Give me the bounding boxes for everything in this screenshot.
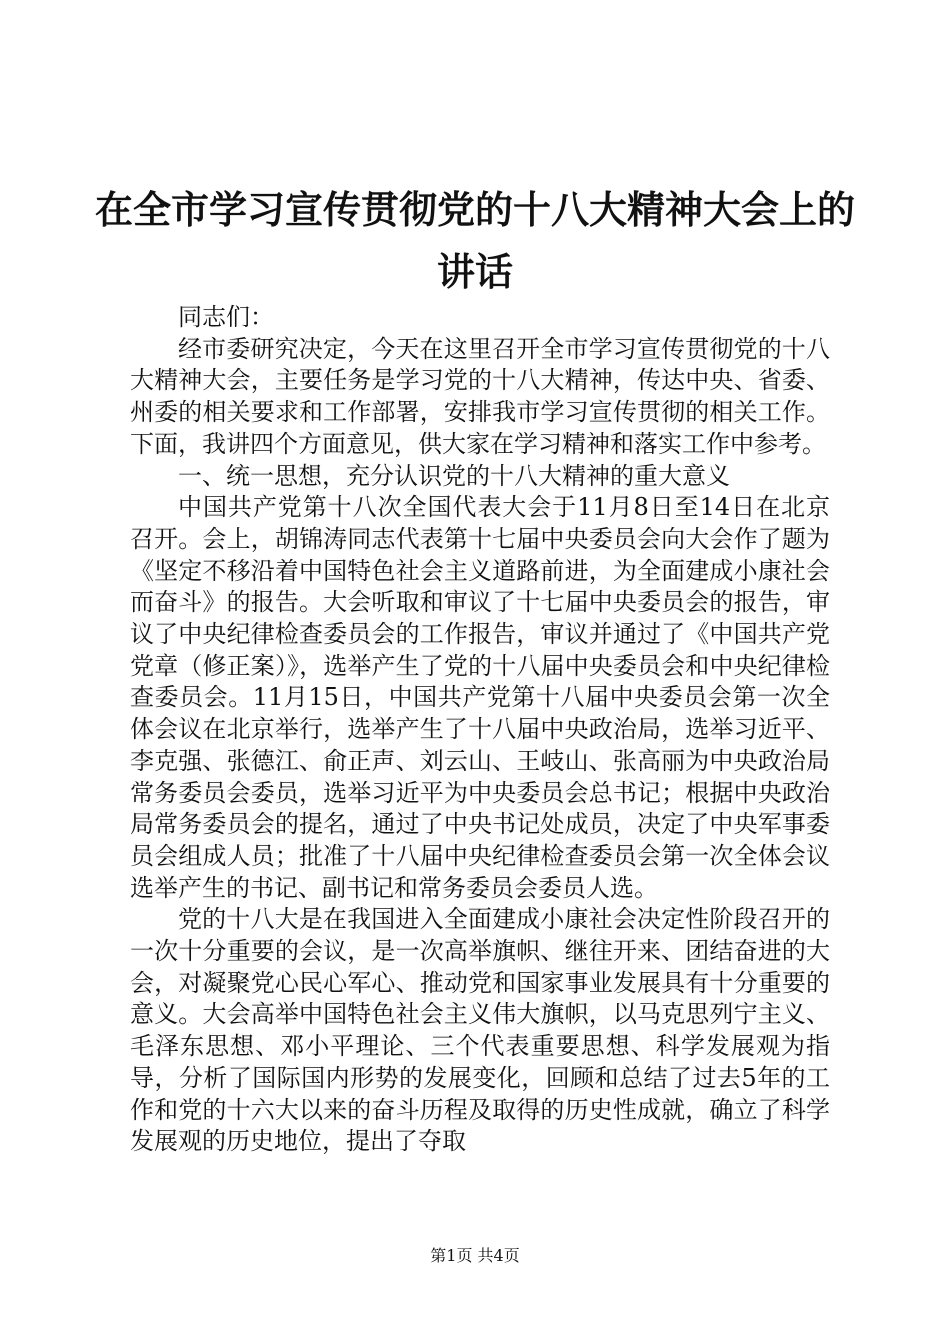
salutation: 同志们： (178, 303, 274, 331)
paragraph: 党的十八大是在我国进入全面建成小康社会决定性阶段召开的一次十分重要的会议，是一次高举旗帜、继往开来、团结奋进的大会，对凝聚党心民心军心、推动党和国家事业发展具有十分重要的意义。大会高举中国特色社会主义伟大旗帜，以马克思列宁主义、毛泽东思想、邓小平理论、三个代表重要思想、科学发展观为指导，分析了国际国内形势的发展变化，回顾和总结了过去5年的工作和党的十六大以来的奋斗历程及取得的历史性成就，确立了科学发展观的历史地位，提出了夺取 (130, 905, 830, 1156)
paragraph: 中国共产党第十八次全国代表大会于11月8日至14日在北京召开。会上，胡锦涛同志代表第十七届中央委员会向大会作了题为《坚定不移沿着中国特色社会主义道路前进，为全面建成小康社会而奋斗》的报告。大会听取和审议了十七届中央委员会的报告，审议了中央纪律检查委员会的工作报告，审议并通过了《中国共产党党章（修正案）》，选举产生了党的十八届中央委员会和中央纪律检查委员会。11月15日，中国共产党第十八届中央委员会第一次全体会议在北京举行，选举产生了十八届中央政治局，选举习近平、李克强、张德江、俞正声、刘云山、王岐山、张高丽为中央政治局常务委员会委员，选举习近平为中央委员会总书记；根据中央政治局常务委员会的提名，通过了中央书记处成员，决定了中央军事委员会组成人员；批准了十八届中央纪律检查委员会第一次全体会议选举产生的书记、副书记和常务委员会委员人选。 (130, 493, 830, 902)
document-body (130, 302, 830, 1158)
document-title-line-2: 讲话 (436, 250, 513, 294)
page-footer: 第1页 共4页 (430, 1246, 520, 1265)
paragraph: 经市委研究决定，今天在这里召开全市学习宣传贯彻党的十八大精神大会，主要任务是学习党的十八大精神，传达中央、省委、州委的相关要求和工作部署，安排我市学习宣传贯彻的相关工作。下面，我讲四个方面意见，供大家在学习精神和落实工作中参考。 (130, 334, 830, 458)
document-title-line-1: 在全市学习宣传贯彻党的十八大精神大会上的 (94, 188, 855, 232)
section-heading: 一、统一思想，充分认识党的十八大精神的重大意义 (178, 461, 730, 490)
